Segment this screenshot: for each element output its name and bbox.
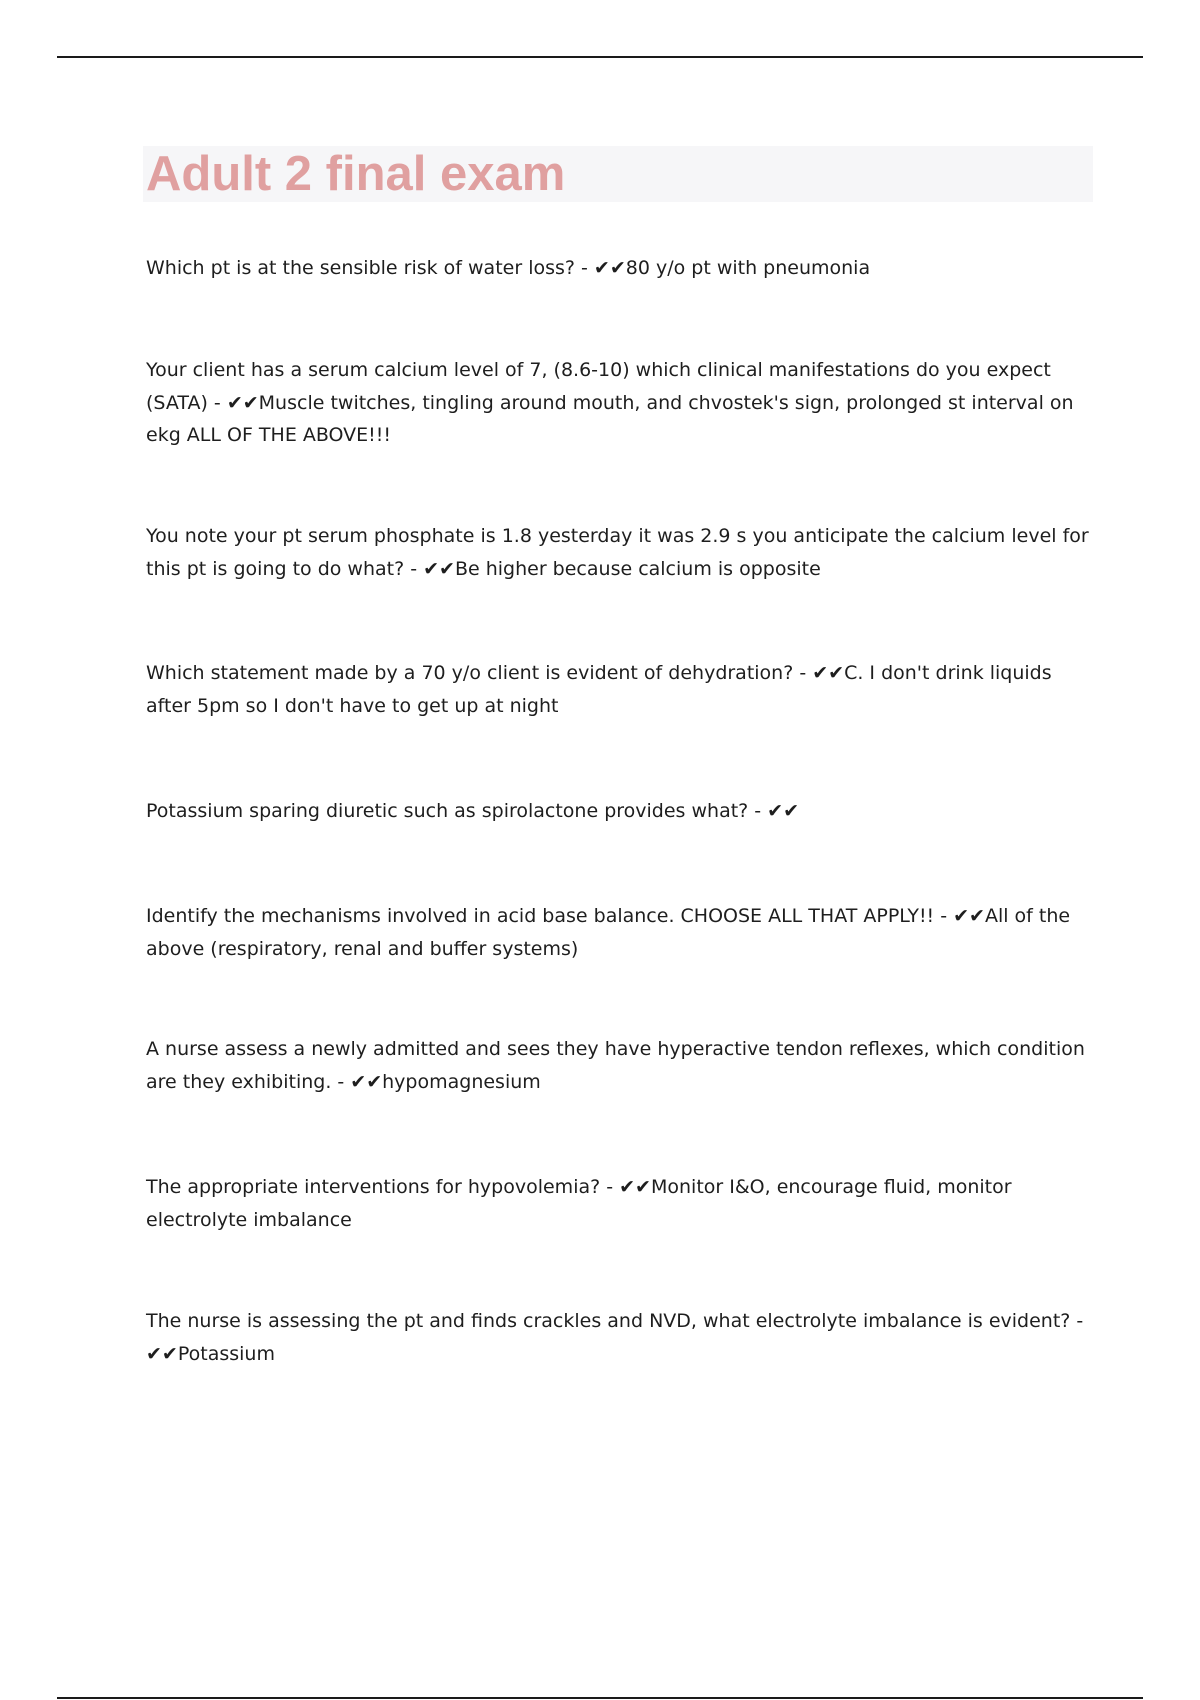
qa-item-1: Which pt is at the sensible risk of water loss? - ✔✔80 y/o pt with pneumonia: [146, 257, 871, 279]
top-divider: [57, 56, 1143, 58]
document-title: Adult 2 final exam: [146, 147, 566, 201]
qa-item-6: Identify the mechanisms involved in acid base balance. CHOOSE ALL THAT APPLY!! - ✔✔All of the above (respiratory, renal and buffer systems): [146, 905, 1071, 960]
qa-item-2: Your client has a serum calcium level of 7, (8.6-10) which clinical manifestations do you expect (SATA) - ✔✔Muscle twitches, tingling around mouth, and chvostek's sign, prolonged st interval on ekg ALL OF THE ABOVE!!!: [146, 359, 1074, 446]
bottom-divider: [57, 1697, 1143, 1699]
qa-item-5: Potassium sparing diuretic such as spirolactone provides what? - ✔✔: [146, 800, 800, 822]
qa-item-8: The appropriate interventions for hypovolemia? - ✔✔Monitor I&O, encourage fluid, monitor electrolyte imbalance: [146, 1176, 1012, 1231]
qa-item-7: A nurse assess a newly admitted and sees they have hyperactive tendon reflexes, which condition are they exhibiting. - ✔✔hypomagnesium: [146, 1038, 1085, 1093]
qa-item-3: You note your pt serum phosphate is 1.8 yesterday it was 2.9 s you anticipate the calcium level for this pt is going to do what? - ✔✔Be higher because calcium is opposite: [146, 525, 1089, 580]
qa-item-4: Which statement made by a 70 y/o client is evident of dehydration? - ✔✔C. I don't drink liquids after 5pm so I don't have to get up at night: [146, 662, 1052, 717]
qa-item-9: The nurse is assessing the pt and finds crackles and NVD, what electrolyte imbalance is evident? - ✔✔Potassium: [146, 1310, 1084, 1365]
